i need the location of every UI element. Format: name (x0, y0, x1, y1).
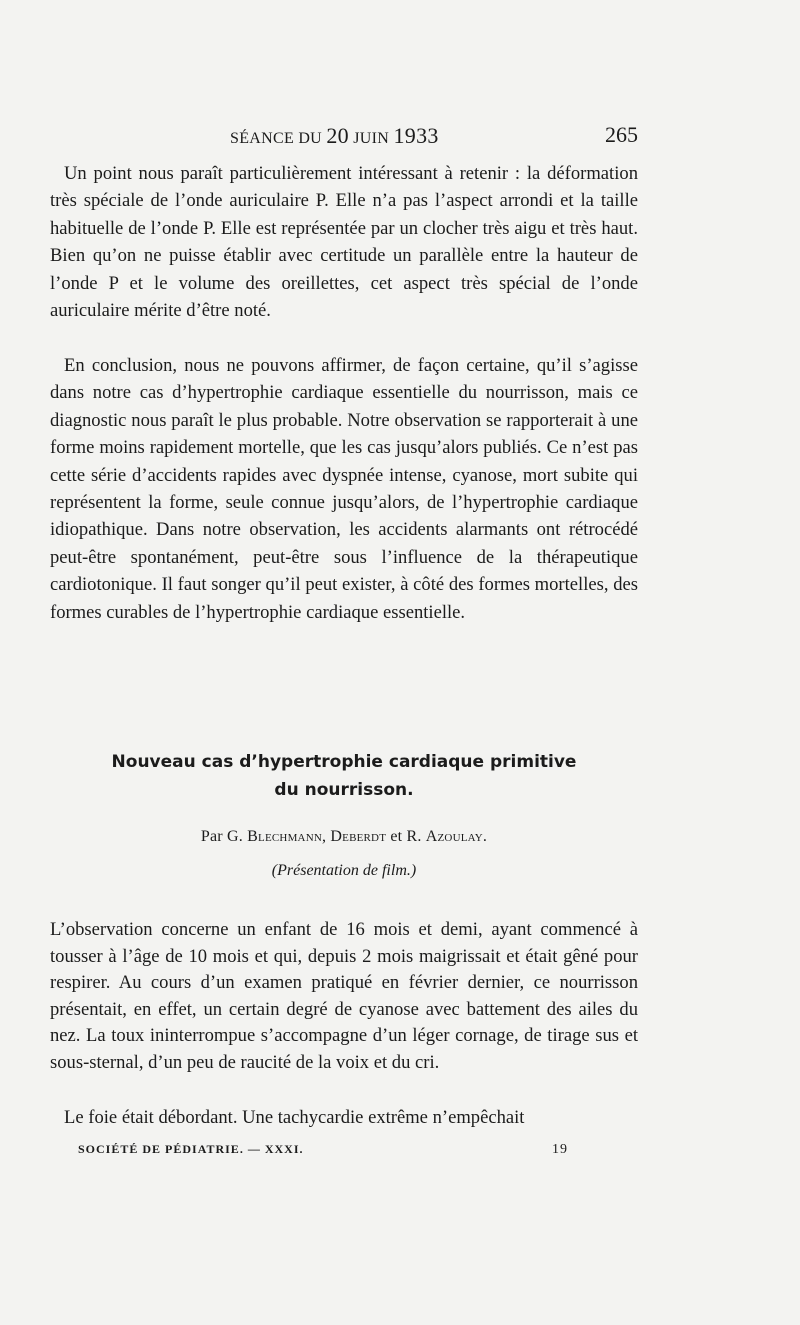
page-footer (78, 1142, 568, 1162)
article-authors (50, 828, 638, 846)
paragraph-observation: L’observation concerne un enfant de 16 mois et demi, ayant commencé à tousser à l’âge de 10 mois et qui, depuis 2 mois maigrissait et était gêné pour respirer. Au cours d’un examen pratiqué en février dernier, ce nourrisson présentait, en effet, un certain degré de cyanose avec battement des ailes du nez. La toux ininterrompue s’accompagne d’un léger cornage, de tirage sus et sous-sternal, d’un peu de raucité de la voix et du cri. (50, 919, 638, 1073)
article-title-line-2: du nourrisson. (274, 780, 414, 800)
running-title-day: 20 (326, 123, 349, 148)
paragraph-foie: Le foie était débordant. Une tachycardie extrême n’empêchait (64, 1107, 525, 1128)
article-title-line-1: Nouveau cas d’hypertrophie cardiaque primitive (111, 752, 577, 772)
running-title (230, 123, 439, 149)
footer-journal: SOCIÉTÉ DE PÉDIATRIE. — XXXI. (78, 1142, 304, 1156)
page-number: 265 (605, 122, 638, 147)
running-header (50, 120, 638, 152)
running-title-year: 1933 (393, 123, 439, 148)
presentation-note: (Présentation de film.) (271, 862, 417, 879)
authors-and: et R. (390, 828, 422, 845)
author-azoulay: Azoulay. (425, 828, 488, 845)
author-blechmann: Blechmann, (247, 828, 327, 845)
author-deberdt: Deberdt (330, 828, 387, 845)
paragraph-conclusion: En conclusion, nous ne pouvons affirmer, de façon certaine, qu’il s’agisse dans notre cas d’hypertrophie cardiaque essentielle du nourrisson, mais ce diagnostic nous paraît le plus probable. Notre observation se rapporterait à une forme moins rapidement mortelle, que les cas jusqu’alors publiés. Ce n’est pas cette série d’accidents rapides avec dyspnée intense, cyanose, mort subite qui représentent la forme, seule connue jusqu’alors, de l’hypertrophie cardiaque idiopathique. Dans notre observation, les accidents alarmants ont rétrocédé peut-être spontanément, peut-être sous l’influence de la thérapeutique cardiotonique. Il faut songer qu’il peut exister, à côté des formes mortelles, des formes curables de l’hypertrophie cardiaque essentielle. (50, 355, 638, 623)
footer-signature: 19 (552, 1142, 568, 1157)
paragraph-onde-p: Un point nous paraît particulièrement intéressant à retenir : la déformation très spéciale de l’onde auriculaire P. Elle n’a pas l’aspect arrondi et la taille habituelle de l’onde P. Elle est représentée par un clocher très aigu et très haut. Bien qu’on ne puisse établir avec certitude un parallèle entre la hauteur de l’onde P et le volume des oreillettes, cet aspect très spécial de l’onde auriculaire mérite d’être noté. (50, 163, 638, 322)
article-title (50, 748, 638, 804)
authors-prefix: Par G. (200, 828, 243, 845)
running-title-prefix: SÉANCE DU (230, 130, 323, 147)
running-title-month: JUIN (353, 130, 390, 147)
